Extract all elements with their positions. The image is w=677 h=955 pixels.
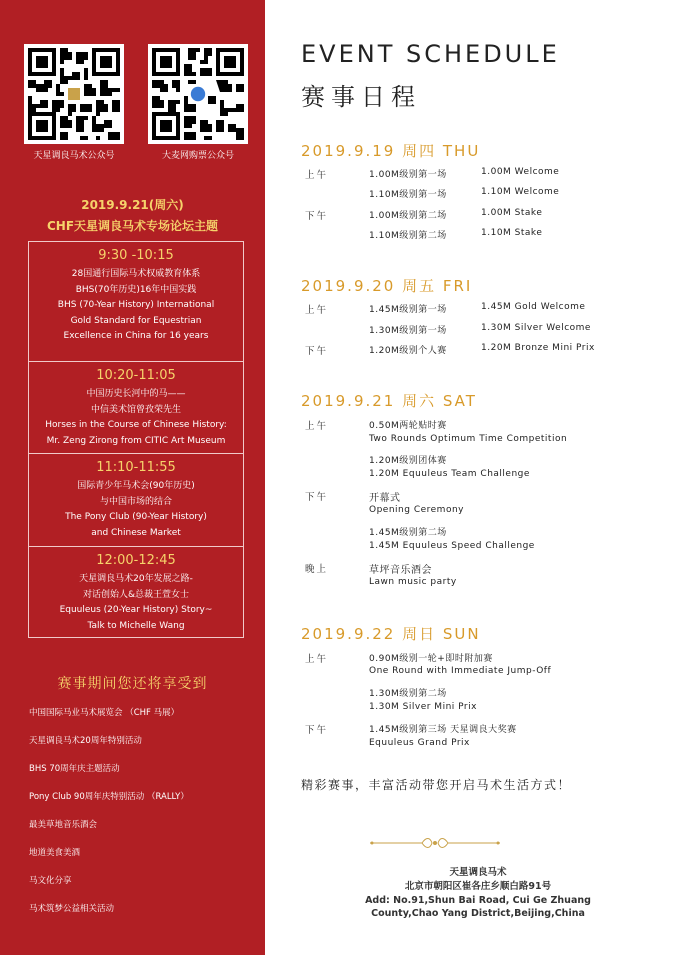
event-cn: 1.10M级别第一场 [369,190,447,200]
enjoy-item: BHS 70周年庆主题活动 [29,764,120,774]
enjoy-item: 马文化分享 [29,876,72,886]
day-heading-fri: 2019.9.20 周五 FRI [301,277,473,295]
enjoy-title: 赛事期间您还将享受到 [57,676,208,692]
time-of-day: 下午 [305,492,329,503]
event-cn: 1.45M级别第二场 [369,528,447,538]
session-line: and Chinese Market [91,527,181,538]
session-4 [29,546,243,637]
qr-pattern-icon [28,48,120,140]
qr-code-image [24,44,124,144]
event-cn: 1.00M级别第二场 [369,211,447,221]
enjoy-item: 地道美食美酒 [29,848,81,858]
event-en: 1.30M Silver Mini Prix [369,702,477,712]
enjoy-item: 最美草地音乐酒会 [29,820,98,830]
event-en: 1.00M Stake [481,208,543,218]
enjoy-item: 天星调良马术20周年特别活动 [29,736,142,746]
qr-code-left [24,44,124,144]
event-en: 1.45M Equuleus Speed Challenge [369,541,535,551]
event-cn: 1.30M级别第一场 [369,326,447,336]
time-of-day: 下午 [305,725,329,736]
forum-sessions [28,241,244,638]
session-line: 天星调良马术20年发展之路- [79,574,193,584]
event-cn: 1.20M级别个人赛 [369,346,447,356]
event-en: Equuleus Grand Prix [369,738,470,748]
session-line: Horses in the Course of Chinese History: [45,420,227,430]
session-line: 对话创始人&总裁王萱女士 [82,589,190,600]
slogan: 精彩赛事，丰富活动带您开启马术生活方式！ [301,778,572,792]
schedule-title-en: EVENT SCHEDULE [301,40,560,68]
event-cn: 1.10M级别第二场 [369,231,447,241]
footer-name: 天星调良马术 [449,867,507,878]
day-heading-thu: 2019.9.19 周四 THU [301,142,481,160]
session-line: BHS (70-Year History) International [57,300,215,310]
session-line: Excellence in China for 16 years [63,331,209,341]
enjoy-item: 马术筑梦公益相关活动 [29,904,115,914]
session-line: 与中国市场的结合 [99,496,172,507]
enjoy-item: Pony Club 90周年庆特别活动 （RALLY） [29,792,189,802]
footer-address-en-2: County,Chao Yang District,Beijing,China [371,908,585,919]
session-line: BHS(70年历史)16年中国实践 [75,284,197,295]
session-line: Talk to Michelle Wang [87,620,185,631]
session-line: 国际青少年马术会(90年历史) [77,481,195,491]
event-cn: 1.45M级别第一场 [369,305,447,315]
session-time: 9:30 -10:15 [98,248,174,263]
event-en: Opening Ceremony [369,505,464,515]
forum-title: CHF天星调良马术专场论坛主题 [46,219,219,233]
qr-caption-right: 大麦网购票公众号 [161,151,234,161]
day-heading-sun: 2019.9.22 周日 SUN [301,625,481,643]
event-cn: 0.90M级别一轮+即时附加赛 [369,654,493,664]
time-of-day: 上午 [305,305,329,316]
event-cn: 草坪音乐酒会 [369,565,432,576]
time-of-day: 上午 [305,170,329,181]
qr-caption-left: 天星调良马术公众号 [33,151,115,161]
event-en: 1.20M Bronze Mini Prix [481,343,595,353]
event-en: 1.45M Gold Welcome [481,302,586,312]
event-cn: 开幕式 [369,493,401,504]
session-1 [29,242,243,361]
session-line: 28国通行国际马术权威教育体系 [71,269,201,279]
footer-address-en-1: Add: No.91,Shun Bai Road, Cui Ge Zhuang [365,895,591,906]
event-cn: 0.50M两轮贴时赛 [369,421,447,431]
event-cn: 1.20M级别团体赛 [369,456,447,466]
qr-code-image [148,44,248,144]
ornament-divider-icon [370,836,500,850]
qr-code-right [148,44,248,144]
event-en: One Round with Immediate Jump-Off [369,666,552,676]
session-line: 中国历史长河中的马—— [86,389,186,399]
qr-pattern-icon [152,48,244,140]
session-2 [29,361,243,453]
schedule-panel [265,0,677,955]
event-en: 1.10M Stake [481,228,543,238]
session-line: Equuleus (20-Year History) Story~ [59,605,213,615]
session-line: Gold Standard for Equestrian [70,315,202,326]
session-time: 11:10-11:55 [96,460,176,475]
session-time: 12:00-12:45 [96,553,176,568]
event-en: Lawn music party [369,577,457,587]
time-of-day: 下午 [305,346,329,357]
event-cn: 1.00M级别第一场 [369,170,447,180]
event-en: 1.10M Welcome [481,187,560,197]
enjoy-list [29,706,189,930]
time-of-day: 晚上 [305,564,329,575]
event-en: Two Rounds Optimum Time Competition [369,434,568,444]
event-cn: 1.45M级别第三场 天星调良大奖赛 [369,725,517,735]
left-panel [0,0,265,955]
session-line: 中信美术馆曾孜荣先生 [90,404,181,415]
schedule-title-cn: 赛事日程 [301,83,421,111]
event-en: 1.30M Silver Welcome [481,323,591,333]
event-en: 1.00M Welcome [481,167,560,177]
enjoy-item: 中国国际马业马术展览会 （CHF 马展） [29,708,180,718]
day-heading-sat: 2019.9.21 周六 SAT [301,392,477,410]
event-cn: 1.30M级别第二场 [369,689,447,699]
time-of-day: 上午 [305,654,329,665]
time-of-day: 下午 [305,211,329,222]
session-line: Mr. Zeng Zirong from CITIC Art Museum [46,435,226,446]
session-time: 10:20-11:05 [96,368,176,383]
time-of-day: 上午 [305,421,329,432]
forum-date: 2019.9.21(周六) [81,198,184,212]
footer-address-cn: 北京市朝阳区崔各庄乡顺白路91号 [404,881,552,892]
session-line: The Pony Club (90-Year History) [65,512,207,522]
event-en: 1.20M Equuleus Team Challenge [369,469,530,479]
session-3 [29,453,243,546]
